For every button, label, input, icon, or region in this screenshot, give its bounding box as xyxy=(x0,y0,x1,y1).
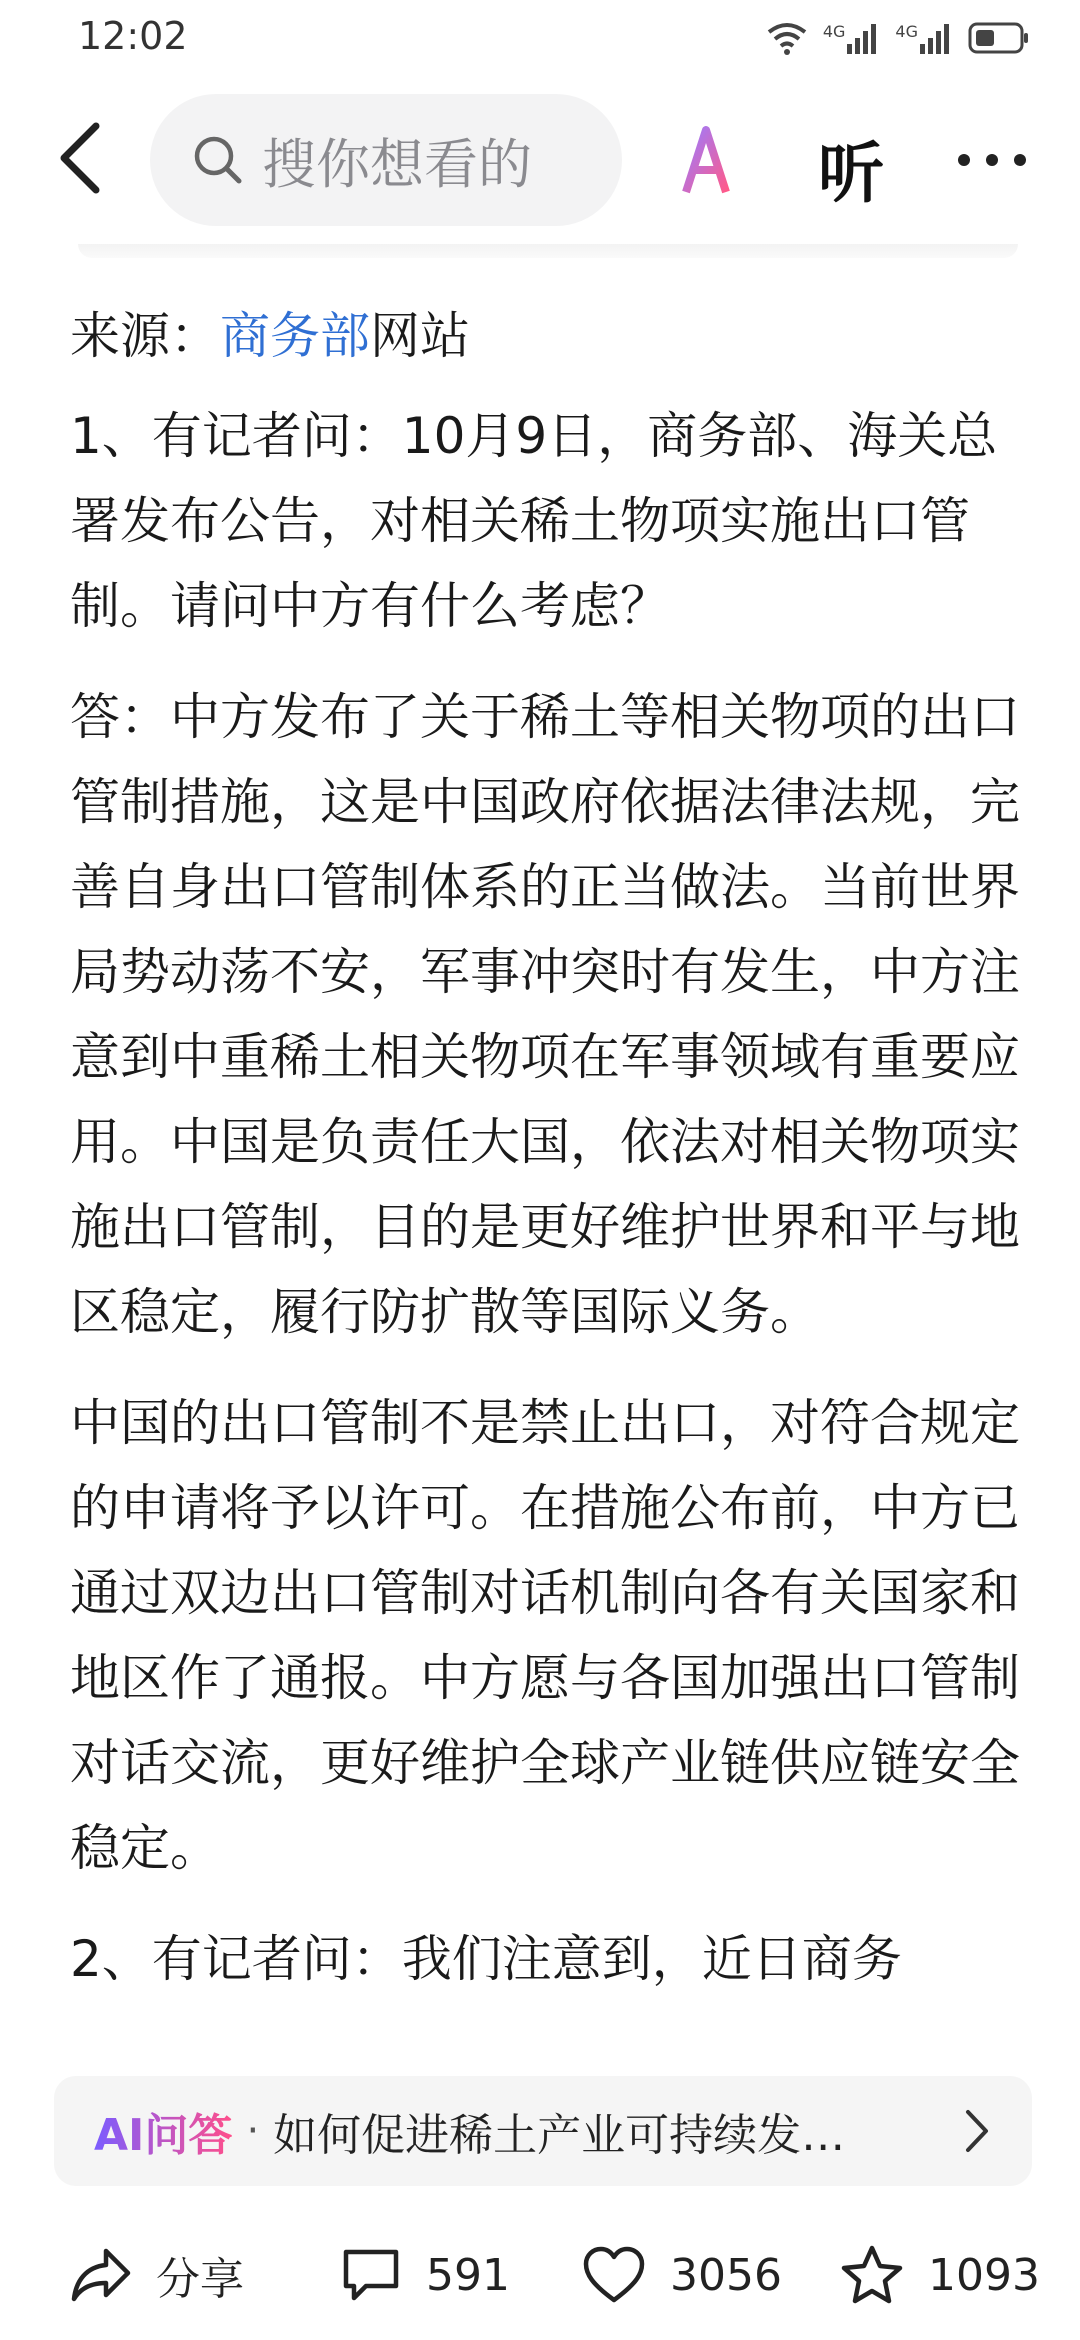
comment-button[interactable] xyxy=(340,2240,510,2310)
share-label: 分享 xyxy=(156,2254,244,2305)
ai-ask-separator: · xyxy=(246,2108,260,2154)
signal-icon-2 xyxy=(895,22,954,54)
favorite-count: 1093 xyxy=(928,2249,1040,2301)
source-prefix: 来源： xyxy=(70,307,220,365)
favorite-button[interactable] xyxy=(840,2240,1040,2310)
star-icon xyxy=(840,2244,904,2306)
more-dots-icon[interactable] xyxy=(954,150,1030,170)
status-icons xyxy=(765,18,1030,58)
paragraph-question-1: 1、有记者问：10月9日，商务部、海关总署发布公告，对相关稀土物项实施出口管制。请问中方有什么考虑？ xyxy=(70,407,998,635)
network-type-2: 4G xyxy=(895,22,918,41)
chevron-right-icon xyxy=(964,2108,990,2154)
signal-icon-1 xyxy=(823,22,882,54)
source-link[interactable]: 商务部 xyxy=(220,307,370,365)
header-divider xyxy=(78,244,1018,258)
paragraph-question-2: 2、有记者问：我们注意到，近日商务 xyxy=(70,1930,902,1988)
search-icon xyxy=(192,134,244,186)
paragraph-answer-2: 中国的出口管制不是禁止出口，对符合规定的申请将予以许可。在措施公布前，中方已通过双边出口管制对话机制向各有关国家和地区作了通报。中方愿与各国加强出口管制对话交流，更好维护全球产业链供应链安全稳定。 xyxy=(70,1394,1020,1877)
share-button[interactable] xyxy=(70,2240,244,2310)
like-count: 3056 xyxy=(670,2249,782,2301)
comment-icon xyxy=(340,2246,402,2304)
source-suffix: 网站 xyxy=(370,307,470,365)
back-button[interactable] xyxy=(48,118,118,198)
article-source xyxy=(70,292,1020,380)
ai-ask-bar[interactable] xyxy=(54,2076,1032,2186)
article-body xyxy=(70,292,1020,2028)
network-type-1: 4G xyxy=(822,22,846,41)
search-placeholder: 搜你想看的 xyxy=(262,132,532,196)
ai-ask-label: AI问答 xyxy=(94,2099,232,2163)
share-icon xyxy=(70,2247,132,2303)
status-bar xyxy=(0,0,1080,80)
status-time: 12:02 xyxy=(78,14,188,58)
comment-count: 591 xyxy=(426,2249,510,2301)
listen-button[interactable]: 听 xyxy=(818,135,884,212)
search-input[interactable] xyxy=(150,94,622,226)
wifi-icon xyxy=(765,20,809,56)
like-button[interactable] xyxy=(582,2240,782,2310)
ai-ask-question: 如何促进稀土产业可持续发… xyxy=(273,2110,846,2161)
ai-logo-icon[interactable] xyxy=(682,124,754,196)
bottom-action-bar xyxy=(0,2200,1080,2340)
paragraph-answer-1: 答：中方发布了关于稀土等相关物项的出口管制措施，这是中国政府依据法律法规，完善自身出口管制体系的正当做法。当前世界局势动荡不安，军事冲突时有发生，中方注意到中重稀土相关物项在军事领域有重要应用。中国是负责任大国，依法对相关物项实施出口管制，目的是更好维护世界和平与地区稳定，履行防扩散等国际义务。 xyxy=(70,688,1020,1341)
battery-icon xyxy=(968,22,1030,54)
top-bar xyxy=(0,80,1080,240)
heart-icon xyxy=(582,2246,646,2304)
